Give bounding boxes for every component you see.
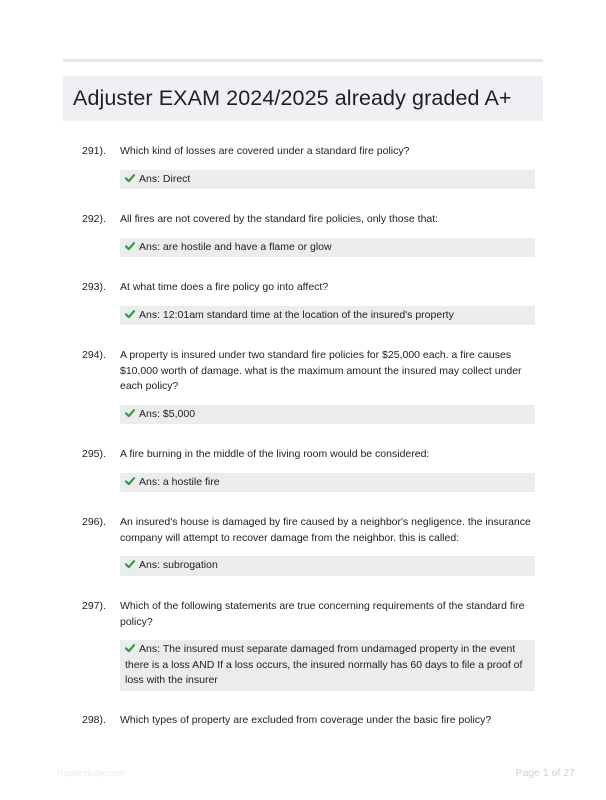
answer-box [120, 556, 535, 576]
question-number: 291). [82, 145, 106, 157]
question-block [82, 144, 542, 189]
answer-text: Ans: are hostile and have a flame or glow [139, 240, 332, 253]
question-text: Which types of property are excluded from coverage under the basic fire policy? [120, 714, 492, 726]
question-block [82, 599, 542, 691]
answer-box [120, 473, 535, 493]
question-block [82, 280, 542, 325]
header-divider [63, 59, 543, 62]
answer-box [120, 640, 535, 691]
answer-text: Ans: $5,000 [139, 407, 196, 420]
footer-watermark: Paperstudy.com [57, 768, 125, 779]
answer-text: Ans: 12:01am standard time at the location of the insured's property [139, 308, 454, 321]
checkmark-icon [125, 408, 135, 418]
question-text: At what time does a fire policy go into affect? [120, 281, 329, 293]
checkmark-icon [125, 476, 135, 486]
question-text: All fires are not covered by the standard fire policies, only those that: [120, 213, 439, 225]
question-text: A fire burning in the middle of the living room would be considered: [120, 448, 430, 460]
question-text: Which of the following statements are true concerning requirements of the standard fire policy? [120, 600, 525, 628]
answer-text: Ans: The insured must separate damaged from undamaged property in the event there is a loss AND If a loss occurs, the insured normally has 60 days to file a proof of loss with the insurer [125, 643, 523, 686]
page-indicator: Page 1 of 27 [515, 767, 575, 779]
question-block [82, 212, 542, 257]
checkmark-icon [125, 241, 135, 251]
checkmark-icon [125, 173, 135, 183]
checkmark-icon [125, 559, 135, 569]
question-text: Which kind of losses are covered under a standard fire policy? [120, 145, 410, 157]
page-title: Adjuster EXAM 2024/2025 already graded A+ [73, 86, 512, 110]
question-block [82, 447, 542, 492]
answer-text: Ans: Direct [139, 172, 191, 185]
question-number: 293). [82, 281, 106, 293]
question-text: An insured's house is damaged by fire caused by a neighbor's negligence. the insurance company will attempt to recover damage from the neighbor. this is called: [120, 516, 531, 544]
question-text: A property is insured under two standard fire policies for $25,000 each. a fire causes $10,000 worth of damage. what is the maximum amount the insured may collect under each policy? [120, 349, 522, 392]
question-number: 296). [82, 516, 106, 528]
checkmark-icon [125, 643, 135, 653]
answer-box [120, 306, 535, 326]
answer-box [120, 238, 535, 258]
answer-text: Ans: a hostile fire [139, 475, 220, 488]
question-number: 294). [82, 349, 106, 361]
question-block [82, 348, 542, 424]
question-number: 297). [82, 600, 106, 612]
question-block [82, 515, 542, 576]
question-number: 298). [82, 714, 106, 726]
question-number: 292). [82, 213, 106, 225]
answer-text: Ans: subrogation [139, 559, 218, 571]
checkmark-icon [125, 309, 135, 319]
answer-box [120, 170, 535, 190]
title-banner [63, 76, 543, 121]
question-number: 295). [82, 448, 106, 460]
question-block [82, 713, 542, 729]
answer-box [120, 405, 535, 425]
